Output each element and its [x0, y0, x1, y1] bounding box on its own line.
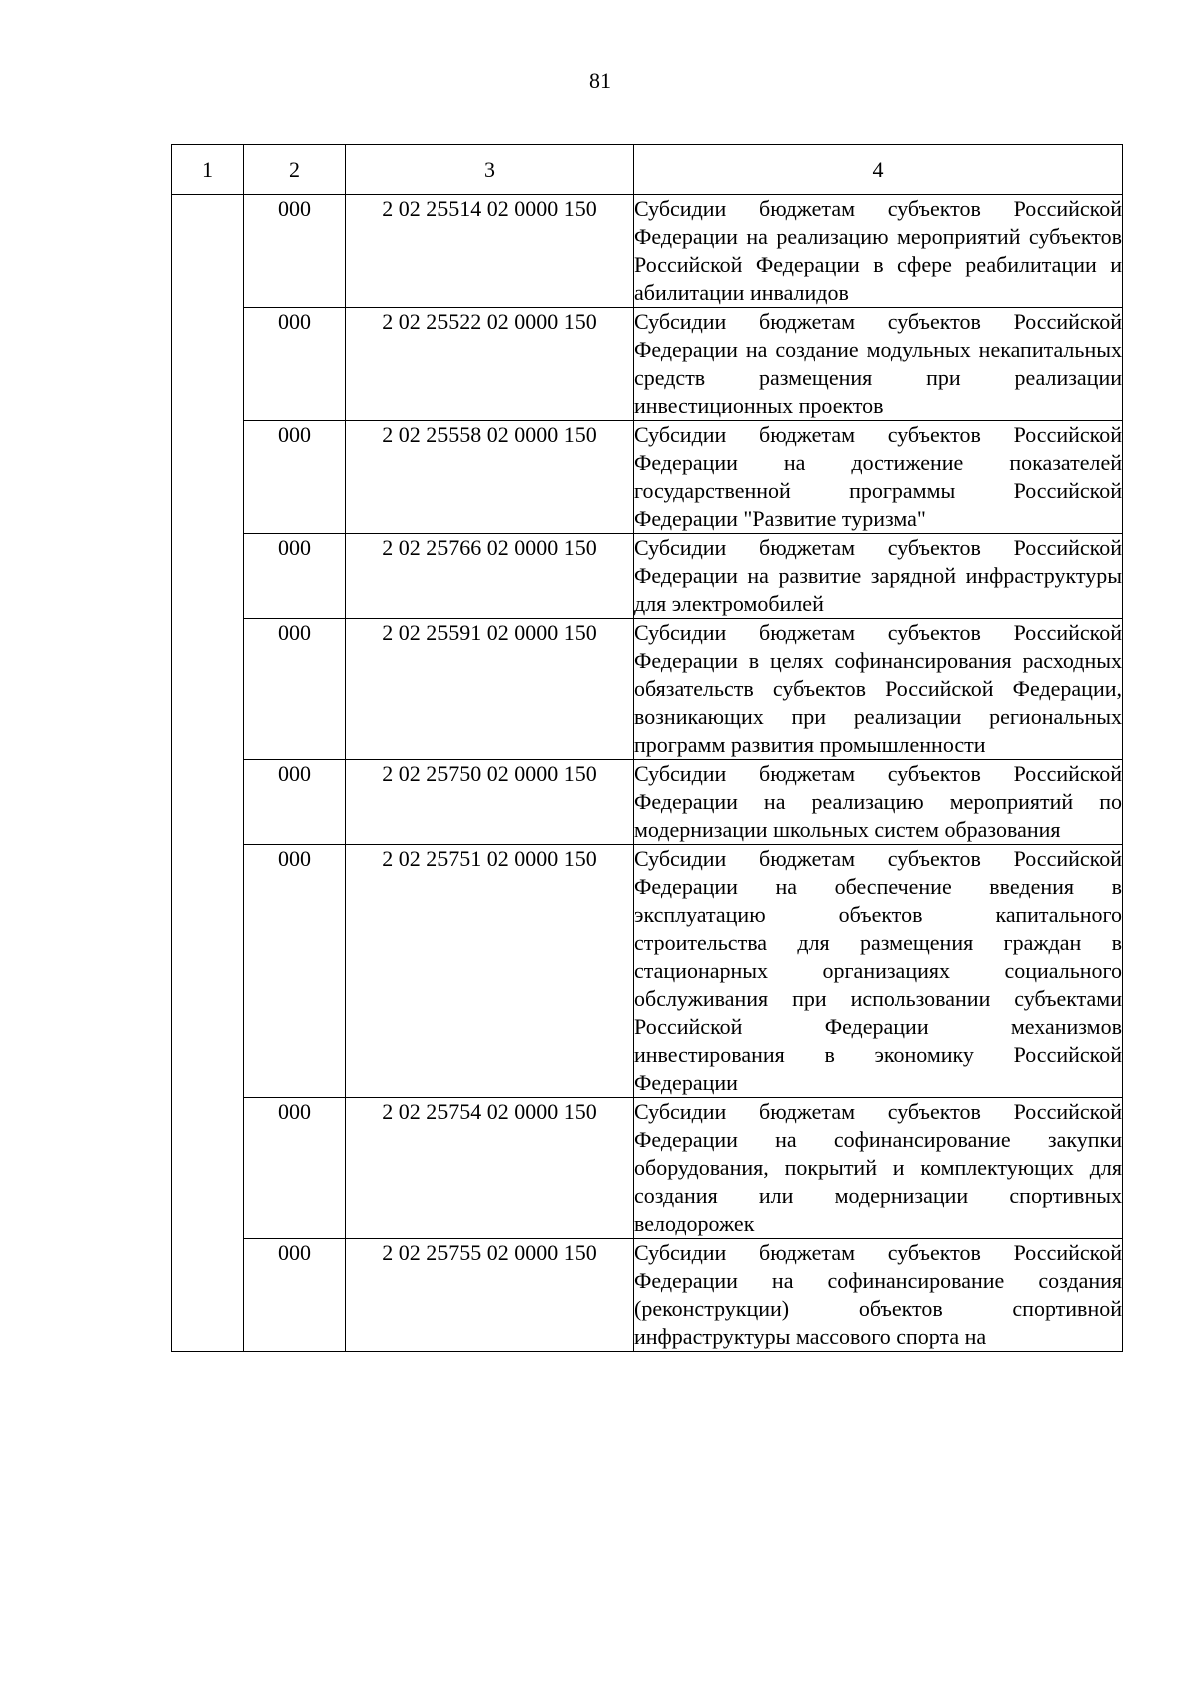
- revenue-name-cell: Субсидии бюджетам субъектов Российской Федерации на создание модульных некапитальных средств размещения при реализации инвестиционных проектов: [634, 308, 1123, 421]
- header-col-4: 4: [634, 145, 1123, 195]
- budget-codes-table: [171, 144, 1123, 1352]
- admin-code-cell: 000: [244, 1239, 346, 1352]
- budget-code-cell: 2 02 25591 02 0000 150: [346, 619, 634, 760]
- admin-code-cell: 000: [244, 845, 346, 1098]
- header-col-1: 1: [172, 145, 244, 195]
- revenue-name-cell: Субсидии бюджетам субъектов Российской Федерации на достижение показателей государственной программы Российской Федерации "Развитие туризма": [634, 421, 1123, 534]
- revenue-name-cell: Субсидии бюджетам субъектов Российской Федерации на софинансирование создания (реконструкции) объектов спортивной инфраструктуры массового спорта на: [634, 1239, 1123, 1352]
- revenue-name-cell: Субсидии бюджетам субъектов Российской Федерации на реализацию мероприятий по модернизации школьных систем образования: [634, 760, 1123, 845]
- header-col-3: 3: [346, 145, 634, 195]
- budget-code-cell: 2 02 25751 02 0000 150: [346, 845, 634, 1098]
- admin-code-cell: 000: [244, 1098, 346, 1239]
- table-row: [172, 1098, 1123, 1239]
- empty-column-1-cell: [172, 195, 244, 1352]
- budget-code-cell: 2 02 25754 02 0000 150: [346, 1098, 634, 1239]
- budget-code-cell: 2 02 25755 02 0000 150: [346, 1239, 634, 1352]
- revenue-name-cell: Субсидии бюджетам субъектов Российской Федерации в целях софинансирования расходных обязательств субъектов Российской Федерации, возникающих при реализации региональных программ развития промышленности: [634, 619, 1123, 760]
- admin-code-cell: 000: [244, 534, 346, 619]
- table-row: [172, 421, 1123, 534]
- budget-code-cell: 2 02 25522 02 0000 150: [346, 308, 634, 421]
- admin-code-cell: 000: [244, 421, 346, 534]
- admin-code-cell: 000: [244, 195, 346, 308]
- revenue-name-cell: Субсидии бюджетам субъектов Российской Федерации на софинансирование закупки оборудования, покрытий и комплектующих для создания или модернизации спортивных велодорожек: [634, 1098, 1123, 1239]
- table-row: [172, 308, 1123, 421]
- admin-code-cell: 000: [244, 308, 346, 421]
- table-row: [172, 195, 1123, 308]
- admin-code-cell: 000: [244, 760, 346, 845]
- revenue-name-cell: Субсидии бюджетам субъектов Российской Федерации на развитие зарядной инфраструктуры для электромобилей: [634, 534, 1123, 619]
- budget-code-cell: 2 02 25514 02 0000 150: [346, 195, 634, 308]
- table-header: [172, 145, 1123, 195]
- revenue-name-cell: Субсидии бюджетам субъектов Российской Федерации на реализацию мероприятий субъектов Российской Федерации в сфере реабилитации и абилитации инвалидов: [634, 195, 1123, 308]
- table-row: [172, 760, 1123, 845]
- revenue-name-cell: Субсидии бюджетам субъектов Российской Федерации на обеспечение введения в эксплуатацию объектов капитального строительства для размещения граждан в стационарных организациях социального обслуживания при использовании субъектами Российской Федерации механизмов инвестирования в экономику Российской Федерации: [634, 845, 1123, 1098]
- table-row: [172, 845, 1123, 1098]
- table-row: [172, 1239, 1123, 1352]
- table-row: [172, 534, 1123, 619]
- admin-code-cell: 000: [244, 619, 346, 760]
- header-col-2: 2: [244, 145, 346, 195]
- budget-code-cell: 2 02 25766 02 0000 150: [346, 534, 634, 619]
- table-row: [172, 619, 1123, 760]
- page-number: 81: [589, 68, 611, 93]
- header-row: [172, 145, 1123, 195]
- budget-code-cell: 2 02 25558 02 0000 150: [346, 421, 634, 534]
- table-body: [172, 195, 1123, 1352]
- budget-code-cell: 2 02 25750 02 0000 150: [346, 760, 634, 845]
